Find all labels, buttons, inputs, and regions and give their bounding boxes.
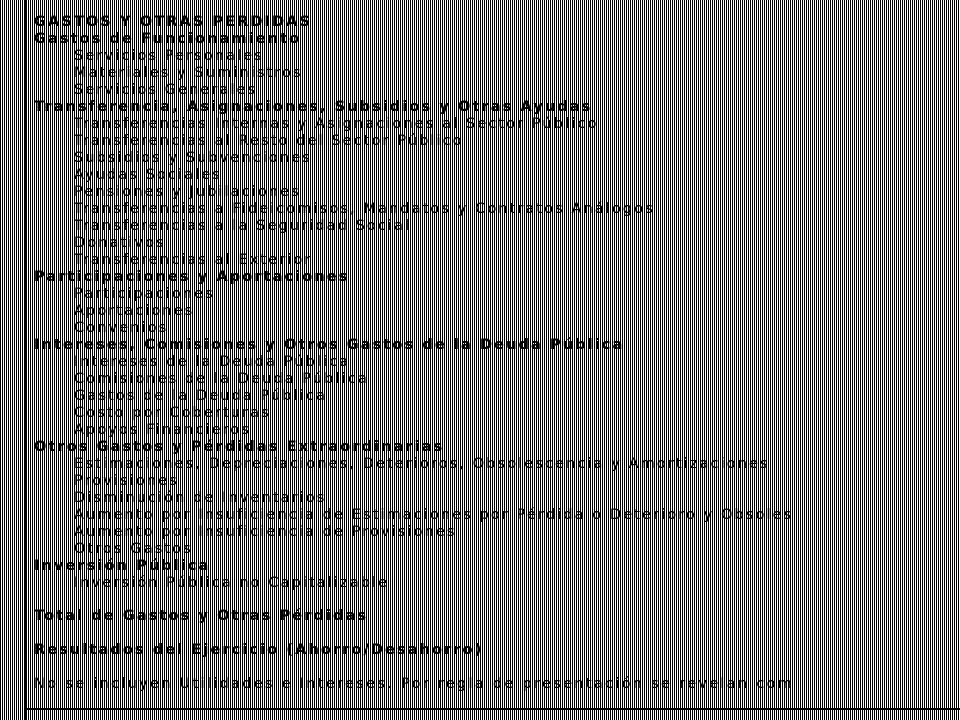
line-item: Aportaciones (74, 303, 195, 319)
line-item: Comisiones de la Deuda Pública (74, 371, 369, 387)
line-item: Intereses de la Deuda Pública (74, 354, 351, 370)
section-heading-otros-gastos: Otros Gastos y Pérdidas Extraordinarias (34, 439, 445, 455)
section-heading-inversion-publica: Inversión Pública (34, 558, 211, 574)
line-item: Costo por Coberturas (74, 405, 271, 421)
line-item: Apoyos Financieros (74, 422, 251, 438)
footnote-text: No se incluyen Utilidades e Intereses. Por regla de presentación se revelan com (34, 676, 795, 692)
line-item: Subsidios y Subvenciones (74, 150, 312, 166)
resultados-ejercicio-label: Resultados del Ejercicio (Ahorro/Desahorro) (34, 642, 484, 658)
line-item: Provisiones (74, 473, 179, 489)
total-gastos-label: Total de Gastos y Otras Pérdidas (34, 608, 369, 624)
left-border-line (25, 0, 27, 720)
line-item: Ayudas Sociales (74, 167, 222, 183)
line-item: Aumento por Insuficiencia de Provisiones (74, 524, 457, 540)
section-heading-deuda-publica: Intereses, Comisiones y Otros Gastos de la Deuda Pública (34, 337, 625, 353)
section-heading-funcionamiento: Gastos de Funcionamiento (34, 31, 302, 47)
line-item: Servicios Generales (74, 82, 258, 98)
line-item: Aumento por Insuficiencia de Estimaciones por Pérdida o Deterioro y Obsoles (74, 507, 794, 523)
line-item: Inversión Pública no Capitalizable (74, 575, 390, 591)
line-item: Transferencias a Fideicomisos, Mandatos y Contratos Análogos (74, 201, 655, 217)
line-item: Estimaciones, Depreciaciones, Deterioros, Obsolescencia y Amortizaciones (74, 456, 770, 472)
line-item: Pensiones y Jubilaciones (74, 184, 301, 200)
line-item: Servicios Personales (74, 48, 264, 64)
section-heading-transferencias: Transferencia, Asignaciones, Subsidios y Otras Ayudas (34, 99, 593, 115)
line-item: Donativos (74, 235, 166, 251)
line-item: Disminución de Inventarios (74, 490, 327, 506)
line-item: Gastos de la Deuda Pública (74, 388, 328, 404)
line-item: Transferencias al Resto del Sector Público (74, 133, 464, 149)
line-item: Transferencias Internas y Asignaciones al Sector Público (74, 116, 599, 132)
bottom-border-line (25, 708, 960, 710)
line-item: Materiales y Suministros (74, 65, 303, 81)
line-item: Otros Gastos (74, 541, 193, 557)
line-item: Transferencias al Exterior (74, 252, 313, 268)
line-item: Transferencias a la Seguridad Social (74, 218, 412, 234)
statement-title: GASTOS Y OTRAS PERDIDAS (34, 14, 313, 30)
line-item: Convenios (74, 320, 169, 336)
section-heading-participaciones: Participaciones y Aportaciones (34, 269, 350, 285)
line-item: Participaciones (74, 286, 215, 302)
